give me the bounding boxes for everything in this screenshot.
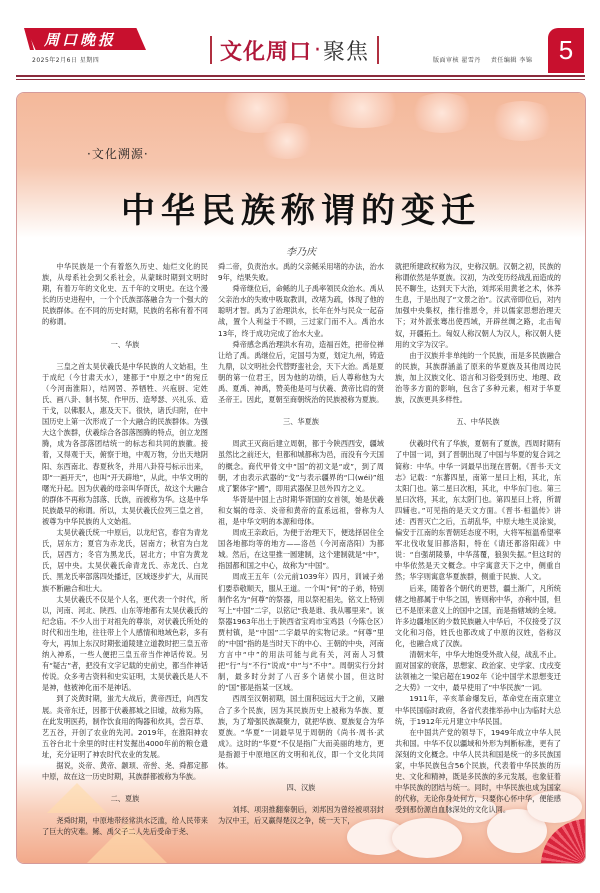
- section-heading: 二、夏族: [110, 794, 140, 804]
- paragraph: 中华民族是一个有着悠久历史、灿烂文化的民族，从母系社会到父系社会，从蒙昧时期到文明时期，有着万年的文化史、五千年的文明史。在这个漫长的历史进程中，一个个氏族部落融合为一个强大的民族群体。在不同的历史时期，民族的名称有着不同的称谓。: [42, 262, 208, 327]
- article-title: 中华民族称谓的变迁: [121, 191, 481, 231]
- paragraph: 尧舜时期，中原地带经常洪水泛滥，给人民带来了巨大的灾难。鲧、禹父子二人先后受命于尧、: [42, 816, 208, 837]
- section-main: 文化周口: [220, 38, 313, 65]
- masthead-rule: [16, 75, 585, 77]
- article-column-3: [395, 261, 561, 816]
- article-column-1: [42, 261, 208, 838]
- paragraph: 周成王亲政后，为便于治理天下，便选择居住全国各地都均等的地方——洛邑（今河南洛阳）为都城。然后，在这里推一圆建制，这个建制就是“中”，指国都和国之中心，故称为“中国”。: [218, 528, 384, 571]
- section-sub: 聚焦: [323, 39, 370, 65]
- paragraph: 华胥是中国上古时期华胥国的女首领，她是伏羲和女娲的母亲、炎帝和黄帝的直系远祖，誉称为人祖，是中华文明的本源和母体。: [218, 494, 384, 526]
- paragraph: 到了炎黄时期，蚩尤大战后，黄帝西迁，向西发展。炎帝东迁，因都于伏羲都城之旧墟，故称为陈，在此发明医药，制作饮食用的陶器和炊具，尝百草、艺五谷，开创了农业的先河。2019年，在淮阳神农五谷台北十余里的时庄村发掘出4000年前的粮仓遗址，充分证明了神农时代农业的发展。: [42, 694, 208, 759]
- section-heading: 四、汉族: [286, 783, 316, 793]
- section-heading: 五、中华民族: [456, 417, 500, 427]
- paragraph: 由于汉族并非单纯的一个民族，而是多民族融合的民族，其族群涵盖了原来的华夏族及其他周边民族，加上汉族文化、语言和习俗受到历史、地理、政治等多方面的影响，包含了多种元素，相对于华夏族，汉族更具多样性。: [395, 350, 561, 405]
- paragraph: 刘邦、项羽推翻秦朝后，刘邦因为曾经被项羽封为汉中王，后又赢得楚汉之争，统一天下，: [218, 805, 384, 826]
- paragraph: 1911年，辛亥革命爆发后，革命党在南京建立中华民国临时政府，各省代表推举孙中山为临时大总统，于1912年元月建立中华民国。: [395, 694, 561, 726]
- paragraph: 舜帝感念禹治理洪水有功，造福百姓，把帝位禅让给了禹。禹继位后，定国号为夏，划定九州，铸造九鼎，以文明社会代替野蛮社会，天下大治。禹是夏朝的第一位君王，因为他的功绩，后人尊称他为大禹、夏禹、神禹，赞美他是可与伏羲、黄帝比肩的贤圣帝王。因此，夏朝至商朝统治的民族被称为夏族。: [218, 339, 384, 405]
- logo-text: 周口晚报: [44, 31, 117, 49]
- section-bar-left: [210, 36, 212, 64]
- cloud-decoration: [392, 818, 462, 858]
- page-number: 5: [548, 28, 584, 73]
- article-column-2: [218, 261, 384, 826]
- paragraph: 伏羲时代有了华族，夏朝有了夏族，西周时期有了中国一词，到了晋朝出现了中国与华夏的复合词之简称：中华。中华一词最早出现在晋朝。《晋书·天文志》记载：“东蕃四星，南第一星曰上相，其北，东太阳门也。第二星曰次相，其北，中华东门也。第三星曰次将，其北，东太阴门也。第四星曰上将，所谓四辅也。”可见指的是天文方面。《晋书·桓温传》讲述：西晋灭亡之后，五胡乱华，中原大地生灵涂炭，偏安于江南的东晋朝廷态度不明，大将军桓温希望率军北伐收复旧都洛阳，特在《请还都洛阳疏》中说：“自强胡陵暴，中华荡覆，狼狈失据。”但这时的中华依然是天文概念。中字寓意天下之中，侧重自然；华字则寓意华夏族群，侧重于民族、人文。: [395, 439, 561, 582]
- issue-date: 2025年2月6日 星期四: [32, 57, 100, 64]
- paragraph: 据说，炎帝、黄帝、颛顼、帝喾、尧、舜都定都中原，故在这一历史时期，其族群都被称为华族。: [42, 761, 208, 782]
- masthead-rule-thin: [16, 79, 585, 80]
- newspaper-logo: [26, 28, 146, 50]
- section-dot: ·: [314, 37, 322, 63]
- author: 李乃庆: [286, 247, 316, 258]
- cloud-decoration: [487, 101, 557, 141]
- paragraph: 周武王灭商后建立周朝，都于今陕西西安，疆域虽然比之前还大，但都和城都称为邑，而没有今天国的概念。商代甲骨文中“国”的初文是“或”，到了周朝，才由表示武器的“戈”与表示疆界的“囗(wéi)”组成了繁体字“國”，即用武器保卫邑外四方之义。: [218, 439, 384, 493]
- paragraph: 清朝末年，中华大地饱受外敌入侵，战乱不止。面对国家的衰落，思想家、政治家、史学家、戊戌变法领袖之一梁启超在1902年《论中国学术思想变迁之大势》一文中，最早使用了“中华民族”一词。: [395, 650, 561, 693]
- article-frame: [16, 92, 586, 864]
- paragraph: 后来，随着各个朝代的更替，疆土渐广，凡所统辖之地都属于中华之国，皆则称中华，亦称中国，但已不是原来意义上的国中之国，而是指辖域的全境。许多边疆地区的少数民族融入中华后，不仅接受了汉文化和习俗，姓氏也都改成了中原的汉姓，俗称汉化，也融合成了汉族。: [395, 583, 561, 648]
- paragraph: 舜帝继位后，命鲧的儿子禹率领民众治水。禹从父亲治水的失败中吸取教训，改堵为疏，体现了他的聪明才智。禹为了治理洪水，长年在外与民众一起奋战，置个人利益于不顾，三过家门而不入。禹治水13年，终于成功完成了治水大业。: [218, 284, 384, 338]
- paragraph: 就把所建政权称为汉，史称汉朝。汉朝之初，民族的称谓依然是华夏族。汉初，为改变历经战乱而造成的民不聊生，达到天下大治，刘邦采用黄老之术，休养生息，于是出现了“文景之治”。汉武帝即位后，对内加强中央集权，推行推恩令，并以儒家思想治理天下；对外派张骞出使西域，开辟丝绸之路，北击匈奴，开疆拓土。匈奴人称汉朝人为汉人，称汉朝人使用的文字为汉字。: [395, 262, 561, 349]
- editor-responsible: 责任编辑 李锦: [490, 57, 533, 64]
- paragraph: 周成王五年（公元前1039年）四月，训诫子弟们要恭敬顺天，服从王道。一个叫“何”的子弟，特别制作名为“何尊”的祭器，用以祭祀祖先，铭文上特别写上“中国”二字，以铭记“我是谁、我从哪里来”。该祭器1963年出土于陕西省宝鸡市宝鸡县（今陈仓区）贾村镇，是“中国”二字最早的实物记录。“何尊”里的“中国”指的是当时天下的中心、王朝的中央，河南方言中“中”的用法可能与此有关，河南人习惯把“行”与“不行”说成“中”与“不中”。周朝实行分封制，最多时分封了八百多个诸侯小国，但这时的“国”都是指某一区域。: [218, 572, 384, 693]
- paragraph: 太昊伏羲氏不仅是个人名，更代表一个时代，所以，河南、河北、陕西、山东等地都有太昊伏羲氏的纪念庙。不少人出于对祖先的尊崇，对伏羲氏所处的时代和出生地，往往带上个人感情和地域色彩，多有夸大，再加上东汉时期张道陵建立道教时把三皇五帝纳入神系，一些人便把三皇五帝当作神话传说。另有“疑古”者，把没有文字记载的史前史，都当作神话传说。众多考古资料和史实证明，太昊伏羲氏是人不是神，他被神化而不是神话。: [42, 594, 208, 693]
- editors: [433, 55, 532, 64]
- cloud-decoration: [407, 93, 477, 133]
- section-title: [210, 30, 379, 70]
- section-heading: 三、华夏族: [283, 417, 319, 427]
- column-kicker: ·文化溯源·: [87, 147, 149, 161]
- paragraph: 舜二帝，负责治水。禹的父亲鲧采用堵的办法，治水9年，结果失败。: [218, 262, 384, 283]
- editor-review: 版面审核 翟雪丹: [433, 57, 481, 64]
- fan-decoration: [541, 819, 586, 864]
- masthead: [0, 0, 600, 80]
- cloud-decoration: [317, 92, 407, 128]
- paragraph: 三皇之首太昊伏羲氏是中华民族的人文始祖，生于成纪（今甘肃天水），建都于“中原之中”的宛丘（今河南淮阳），结网罟、养牺牲、兴庖厨、定姓氏、画八卦、制书契、作甲历、造琴瑟、兴礼乐、造干戈，以佛服人，惠及天下。很快，诸氏归附，在中国历史上第一次形成了一个大融合的民族群体。为强大这个族群，伏羲综合各部落图腾的特点，创立龙图腾，成为各部落团结统一的标志和共同的族徽。接着，又得观于天，俯察于地，中观万物，分出天地阴阳、东西南北、春夏秋冬，并用八卦符号标示出来，即“一画开天”，也叫“开天辟地”，从此，中华文明的曙光升起。因为伏羲的母亲叫华胥氏，故这个大融合的群体不再称为部落、氏族，而被称为华。这是中华民族最早的称谓。所以，太昊伏羲氏位列三皇之首，被尊为中华民族的人文始祖。: [42, 361, 208, 526]
- section-bar-right: [377, 36, 379, 64]
- paragraph: 太昊伏羲氏统一中原后，以龙纪官，春官为青龙氏，居东方；夏官为赤龙氏，居南方；秋官为白龙氏，居西方；冬官为黑龙氏，居北方；中官为黄龙氏，居中央。太昊伏羲氏命青龙氏、赤龙氏、白龙氏、黑龙氏率部落四处播迁，区域逐步扩大，从而民族不断融合和壮大。: [42, 528, 208, 593]
- paragraph: 西周至汉朝初期，国土面积远远大于之前，又融合了多个民族，因为其民族历史上被称为华族、夏族，为了增强民族凝聚力，就把华族、夏族复合为华夏族。“华夏”一词最早见于周朝的《尚书·周书·武成》。这时的“华夏”不仅是指广大而美丽的地方，更是指源于中原地区的文明和礼仪，即一个文化共同体。: [218, 694, 384, 771]
- paragraph: 在中国共产党的领导下，1949年成立中华人民共和国。中华不仅以疆域和外形为判断标准，更有了深刻的文化概念。中华人民共和国是统一的多民族国家，中华民族包含56个民族，代表着中华民族的历史、文化和精神，既是多民族的多元发展，也象征着中华民族的团结与统一。同时，中华民族也成为国家的代称，无论你身处何方，只要你心怀中华，便能感受到那份源自血脉深处的文化认同。: [395, 727, 561, 815]
- cloud-decoration: [257, 123, 317, 159]
- section-heading: 一、华族: [110, 339, 140, 349]
